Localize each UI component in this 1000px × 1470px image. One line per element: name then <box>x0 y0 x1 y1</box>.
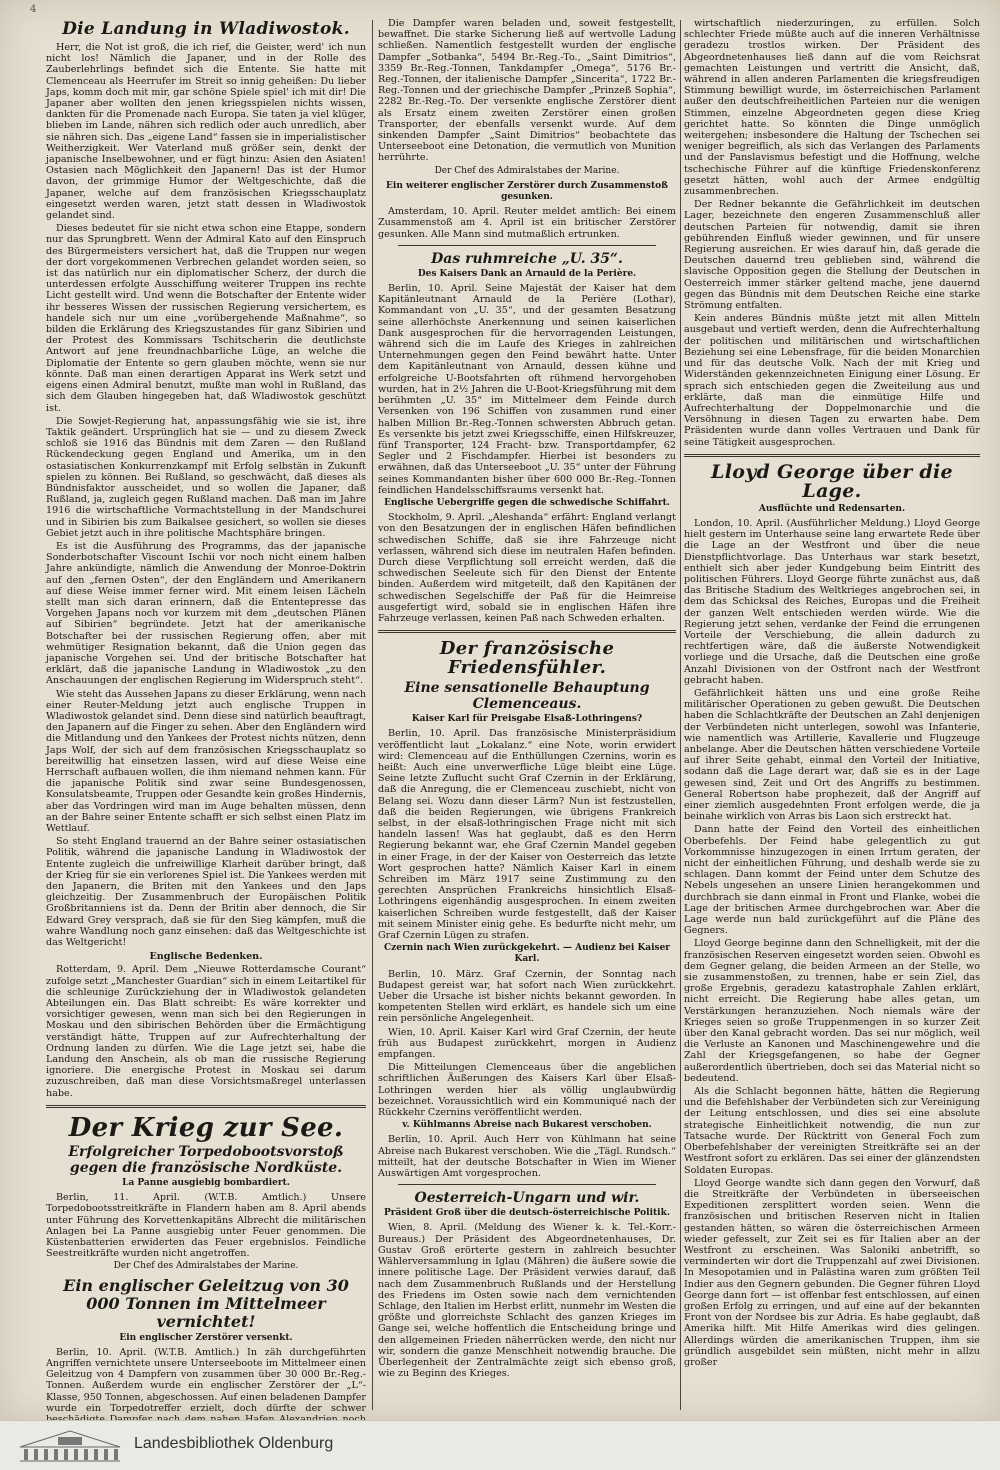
article-paragraph: Berlin, 10. April. (W.T.B. Amtlich.) In zäh durchgeführten Angriffen vernichtete unsere Unterseeboote im Mittelmeer einen Geleitzug von 4 Dampfern von zusammen über 30 000 Br.-Reg.-Tonnen. Außerdem wurde ein englischer Zerstörer der „L“-Klasse, 950 Tonnen, abgeschossen. Auf einen beladenen Dampfer wurde ein Torpedotreffer erzielt, doch dürfte der schwer <box>46 1346 366 1414</box>
article-paragraph: Berlin, 11. April. (W.T.B. Amtlich.) Unsere Torpedobootsstreitkräfte in Flandern haben am 8. April abends unter Führung des Korvettenkapitäns Albrecht die militärischen Anlagen bei La Panne ausgiebig unter Feuer genommen. Die Küstenbatterien erwiderten das Feuer ergebnislos. Feindliche Seestreitkräfte wurden nicht angetroffen. <box>46 1192 366 1260</box>
article-paragraph: Dann hatte der Feind den Vorteil des einheitlichen Oberbefehls. Der Feind habe gelegentlich zu gut Vorkommnisse hinzugezogen in einen Irrtum geraten, der nicht der einheitlichen Führung, und deshalb werde sie zu schlagen. Dann kommt der Feind unter dem Schutze des Nebels ungesehen an unsere Linien herangekommen und durchbrach sie dann einmal in Front und Flanke, wobei die Lage der britischen Armee durchgebrochen war. Aber die Lage werde nun bald zurückgeführt auf die Pläne des Gegners. <box>684 824 980 937</box>
headline-lloyd: Lloyd George über die Lage. <box>711 460 953 502</box>
headline-sensation: Eine sensationelle Behauptung Clemenceaus. <box>404 680 650 713</box>
subheading-bedenken: Englische Bedenken. <box>149 951 263 963</box>
headline-seekrieg: Der Krieg zur See. <box>68 1112 344 1143</box>
column-1 <box>46 18 366 1414</box>
article-paragraph: Die Sowjet-Regierung hat, anpassungsfähig wie sie ist, ihre Taktik geändert. Ursprünglich hat sie — und zu diesem Zweck schloß sie 1916 das Bündnis mit dem Zaren — den Rußland Rückendeckung gegen England und Amerika, um in den ostasiatischen Konkurrenzkampf mit Erfolg selbstän in Zukunft spielen zu können. Bei Rußland, so geschwächt, daß dieses als Bündnisfaktor ausscheidet, und so wollen die Japaner, daß Rußland, ja, zugleich gegen Rußland machen. Daß man im Jahre 1916 die wirtschaftliche Vormachtstellung in der Mandschurei und in Sibirien bis zum Baikalsee gesichert, so wollen sie dieses Gebiet jetzt auch in ihre politische Machtsphäre bringen. <box>46 415 366 539</box>
subheading-kaiser: Kaiser Karl für Preisgabe Elsaß-Lothringens? <box>411 714 643 725</box>
page-marker: 4 <box>30 4 37 15</box>
column-2 <box>378 18 676 1410</box>
article-paragraph: Amsterdam, 10. April. Reuter meldet amtlich: Bei einem Zusammenstoß am 4. April ist ein britischer Zerstörer gesunken. Alle Mann sind mutmaßlich ertrunken. <box>378 206 676 240</box>
article-paragraph: Es ist die Ausführung des Programms, das der japanische Sonderbotschafter Viscount Ischii vor noch nicht einem halben Jahre ankündigte, nämlich die Anwendung der Monroe-Doktrin auf den „fernen Osten“, der den Engländern und Amerikanern auf diese Weise immer ferner wird. Mit einem leisen Lächeln stellt man sich daran erinnern, daß die Ententepresse das Vorgehen Japans noch vor kurzem mit dem „deutschen Plänen auf Sibirien“ begründete. Jetzt hat der amerikanische Botschafter bei der russischen Regierung offen, aber mit wehmütiger Resignation bekannt, daß die Union gegen das japanische Vorgehen sei. Und der britische Botschafter hat erklärt, daß die japanische Landung in Wladiwostok „zu den Anschauungen der englischen Regierung im Widerspruch steht“. <box>46 540 366 687</box>
article-paragraph: Herr, die Not ist groß, die ich rief, die Geister, werd' ich nun nicht los! Nämlich die Japaner, und in der Rolle des Zauberlehrlings befindet sich die Entente. Sie hatte mit Clemenceau als Heerrufer im Streit so innig geheißen: Du lieber Japs, komm doch mit mir, gar schöne Spiele spiel' ich mit dir! Die Japaner aber wollten den jenen kriegsspielen nichts wissen, dankten für die Promenade nach Europa. Sie taten ja viel klüger, blieben im Lande, nähren sich redlich oder auch unredlich, aber sie nähren sich. Das „eigene Land“ fassen sie in imperialistischer Weitherzigkeit. Wer Vaterland muß größer sein, denkt der japanische Inselbewohner, und er fügt hinzu: Asien den Asiaten! Ostasien nach Möglichkeit den Japanern! Das ist der Humor davon, der grimmige Humor der Weltgeschichte, daß die Japaner, welche auf dem französischen Kriegsschauplatz eingesetzt werden waren, jetzt statt dessen in Wladiwostok gelandet sind. <box>46 42 366 222</box>
article-paragraph: Berlin, 10. März. Graf Czernin, der Sonntag nach Budapest gereist war, hat sofort nach Wien zurückkehrt. Ueber die Ursache ist bisher nichts bekannt geworden. In kompetenten Stellen wird erklärt, es handele sich um eine rein persönliche Angelegenheit. <box>378 968 676 1025</box>
signature: Der Chef des Admiralstabes der Marine. <box>113 1261 299 1272</box>
article-paragraph: Die Mitteilungen Clemenceaus über die angeblichen schriftlichen Äußerungen des Kaisers Karl über Elsaß-Lothringen werden hier als völlig unglaubwürdig bezeichnet. Voraussichtlich wird ein Kommuniqué nach der Rückkehr Czernins veröffentlicht werden. <box>378 1062 676 1119</box>
divider <box>398 245 656 246</box>
article-paragraph: Lloyd George beginne dann den Schnelligkeit, mit der die französischen Reserven eingesetzt worden seien. Obwohl es dem Gegner gelang, die beiden Armeen an der Stelle, wo sie zusammenstoßen, zu trennen, habe er sein Ziel, das große Ergebnis, geradezu katastrophale Zahlen erklärt, nicht erreicht. Die Regierung habe alles getan, um Verstärkungen heranzuziehen. Noch niemals wäre der Krieges seien so große Truppenmengen in so kurzer Zeit über den Kanal gebracht worden. Das sei nur möglich, weil die Verluste an Kanonen und Maschinengewehre und die Zahl der Kriegsgefangenen, so habe der Gegner außerordentlich übertrieben, doch sei das Material nicht so bedeutend. <box>684 938 980 1084</box>
subheading-kuehlmann: v. Kühlmanns Abreise nach Bukarest verschoben. <box>402 1120 652 1131</box>
article-paragraph: Wien, 10. April. Kaiser Karl wird Graf Czernin, der heute früh aus Budapest zurückkehrt, morgen in Audienz empfangen. <box>378 1026 676 1061</box>
subheading-weiterer: Ein weiterer englischer Zerstörer durch Zusammenstoß gesunken. <box>386 180 668 203</box>
headline-u35: Das ruhmreiche „U. 35“. <box>431 250 623 267</box>
viewer-footer <box>0 1420 1000 1470</box>
article-paragraph: Wien, 8. April. (Meldung des Wiener k. k. Tel.-Korr.-Bureaus.) Der Präsident des Abgeordnetenhauses, Dr. Gustav Groß erörterte gestern in zahlreich besuchter Wählerversammlung in Iglau (Mähren) die äußere sowie die innere politische Lage. Der Präsident verwies darauf, daß nach dem Zusammenbruch Rußlands und der Herstellung des Friedens im Osten sowie nach dem vernichtenden Schlage, den Italien im Herbst erlitt, nunmehr im Westen die größte und glorreichste Schlacht des ganzen Krieges im Gange sei, welche hoffentlich die Entscheidung bringe und den allgemeinen Frieden näherrücken werde, den nicht nur wir, sondern die ganze Menschheit notwendig brauche. Die Überlegenheit der Zentralmächte zeigt sich ebenso groß, wie zu Beginn des Krieges. <box>378 1222 676 1380</box>
article-paragraph: Berlin, 10. April. Das französische Ministerpräsidium veröffentlicht laut „Lokalanz.“ eine Note, worin erwidert wird: Clemenceau auf die Enthüllungen Czernins, worin es heißt: Auch eine unverwerfliche Lüge bleibt eine Lüge. Seine letzte Zuflucht sucht Graf Czernin in der Erklärung, daß die Anregung, die er Clemenceau zuschiebt, nicht von Belang sei. Wozu dann dieser Lärm? Nun ist festzustellen, daß die beiden Regierungen, wie übrigens Frankreich selbst, in der elsaß-lothringischen Frage nicht mit sich handeln lassen! Was hat geglaubt, daß es den Herrn Regierung bekannt war, ehe Graf Czernin Mandel gegeben in einer Frage, in der der Kaiser von Oesterreich das letzte Wort gesprochen hatte? Nämlich Kaiser Karl in einem Schreiben im März 1917 seine Zustimmung zu den gerechten Ansprüchen Frankreichs hinsichtlich Elsaß-Lothringens eigenhändig ausgesprochen. In einem zweiten kaiserlichen Schreiben wurde festgestellt, daß der Kaiser mit seinem Minister einig gehe. Es bedurfte nicht mehr, um Graf Czernin Lügen zu strafen. <box>378 728 676 942</box>
column-rule <box>680 20 681 1410</box>
headline-torpedo: Erfolgreicher Torpedobootsvorstoß gegen die französische Nordküste. <box>68 1143 344 1176</box>
article-paragraph: Gefährlichkeit hätten uns und eine große Reihe militärischer Operationen zu geben gewußt. Die Deutschen haben die Schlachtkräfte der Deutschen an Zahl denjenigen der Verbündeten nicht unterlegen, sowohl was Infanterie, wie namentlich was Artillerie, Kavallerie und Flugzeuge anbelange. Aber die Deutschen hätten verschiedene Vorteile auf ihrer Seite gehabt, einmal den Vorteil der Initiative, sodann daß die Lage derart war, daß sie es in der Lage gewesen sind, Zeit und Ort des Angriffs zu bestimmen. General Robertson habe prophezeit, daß der Angriff auf einer ziemlich ausgedehnten Front erfolgen werde, die ja beinahe wirklich von Arras bis Laon sich erstreckt hat. <box>684 687 980 823</box>
subheading-dank: Des Kaisers Dank an Arnauld de la Perière. <box>417 268 637 279</box>
article-paragraph: Wie steht das Aussehen Japans zu dieser Erklärung, wenn nach einer Reuter-Meldung jetzt auch englische Truppen in Wladiwostok gelandet sind. Denn diese sind natürlich beauftragt, den Japanern auf die Finger zu sehen. Aber den Engländern wird die Mitlandung und den Yankees der Protest nichts nützen, denn Japs Wolf, der sich auf dem französischen Kriegsschauplatz so bereitwillig hat einsetzen lassen, wird auf diese Weise eine Herrschaft aufbauen wollen, die ihm niemand nehmen kann. Für die japanische Politik sind zwar seine Bundesgenossen, Konsulatsbeamte, Truppen oder Gesandte kein großes Hindernis, aber das Vordringen wird man im Auge behalten müssen, denn an der Bahre seiner Entente schafft er sich selbst einen Platz im Wettlauf. <box>46 688 366 835</box>
column-rule <box>372 20 373 1410</box>
section-divider <box>684 454 980 457</box>
headline-oesterreich: Oesterreich-Ungarn und wir. <box>414 1190 640 1207</box>
article-paragraph: Berlin, 10. April. Auch Herr von Kühlmann hat seine Abreise nach Bukarest verschoben. Wie die „Tägl. Rundsch.“ mitteilt, hat der deutsche Botschafter in Wien im Wiener Auswärtigen Amt vorgesprochen. <box>378 1134 676 1180</box>
article-paragraph: Als die Schlacht begonnen hätte, hätten die Regierung und die Befehlshaber der Verbündeten sich zur Vereinigung der Leitung entschlossen, und dies sei eine absolute strategische Einheitlichkeit notwendig, die nun zur Tatsache wurde. Der Rücktritt von General Foch zum Oberbefehlshaber der vereinigten Streitkräfte sei an der Westfront sofort zu erklären. Das sei einer der glänzendsten Soldaten Europas. <box>684 1086 980 1176</box>
article-paragraph: Berlin, 10. April. Seine Majestät der Kaiser hat dem Kapitänleutnant Arnauld de la Perière (Lothar), Kommandant von „U. 35“, und der gesamten Besatzung seine allerhöchste Anerkennung und seinen kaiserlichen Dank ausgesprochen für die hervorragenden Leistungen, während sich die im Laufe des Krieges in zahlreichen Unternehmungen gegen den Feind bewährt hatte. Unter dem Kapitänleutnant von Arnauld, dessen kühne und erfolgreiche U-Bootsfahrten oft rühmend hervorgehoben wurden, hat in 2½ Jahren die U-Boot-Kriegsführung mit dem berühmten „U. 35“ im Mittelmeer dem Feinde durch Versenken von 196 Schiffen von zusammen rund einer halben Million Br.-Reg.-Tonnen schwersten Abbruch getan. Es versenkte bis jetzt zwei Kriegsschiffe, einen Hilfskreuzer, fünf Transporter, 124 Fracht- bzw. Transportdampfer, 62 Segler und 2 Fischdampfer. Hierbei ist besonders zu erwähnen, daß das Unterseeboot „U. 35“ unter der Führung seines Kommandanten bisher über 600 000 Br.-Reg.-Tonnen feindlichen Handelsschiffsraums versenkt hat. <box>378 283 676 496</box>
article-paragraph: Der Redner bekannte die Gefährlichkeit im deutschen Lager, bezeichnete den engeren Zusammenschluß aller deutschen Parteien für notwendig, damit sie ihren gebührenden Einfluß wieder gewinnen, und für unsere Regierung ausreichen. Er wies darauf hin, daß gerade die Deutschen dauernd treu geblieben sind, während die slavische Opposition gegen die Stellung der Deutschen in Oesterreich immer stärker geltend mache, jene dauernd gegen das Bündnis mit dem Deutschen Reiche eine starke Strömung entfalten. <box>684 199 980 312</box>
library-logo-icon <box>18 1427 122 1463</box>
library-name: Landesbibliothek Oldenburg <box>134 1435 334 1452</box>
article-paragraph: wirtschaftlich niederzuringen, zu erfüllen. Solch schlechter Friede müßte auch auf die inneren Verhältnisse geradezu trostlos wirken. Der Präsident des Abgeordnetenhauses ließ dann auf die vom Reichsrat gemachten Leistungen und vertritt die Ansicht, daß, während in allen anderen Parlamenten die kriegsfreudigen Stimmung bewilligt wurde, im österreichischen Parlament außer den deutschfreiheitlichen Parteien nur die wenigen Stimmen, einzelne Abgeordneten gegen diese Krieg gerichtet hatte. So könnten die Dinge unmöglich weitergehen; insbesondere die Haltung der Tschechen sei weniger begreiflich, als sich das Verlangen des Parlaments und der Panslavismus befestigt und die Hoffnung, welche tschechische Führer auf die künftige Friedenskonferenz gesetzt hätten, wohl auch der Armee endgültig zusammenbrechen. <box>684 18 980 198</box>
article-paragraph: Lloyd George wandte sich dann gegen den Vorwurf, daß die Streitkräfte der Verbündeten in überseeischen Expeditionen zersplittert worden seien. Wenn die französischen und britischen Reserven nicht in Italien gestanden hätten, so wären die österreichischen Armeen wieder gefesselt, zur Zeit sei es für Italien aber an der Westfront zu erscheinen. Was Saloniki anbetrifft, so verminderten wir dort die Truppenzahl auf zwei Divisionen. In Mesopotamien und in Palästina waren zum größten Teil Indier aus den Gegnern gebunden. Die Gegner führen Lloyd George dann fort — ist offenbar fest entschlossen, auf einen großen Erfolg zu erringen, und auf eine auf der bekannten Front von der Nordsee bis zur Adria. Es habe geglaubt, daß Amerika hilft. Mit Hilfe Amerikas wird dies gelingen. Allerdings würden die amerikanischen Truppen, ihm sie gründlich ausgebildet sein müßten, nicht mehr in allzu großer <box>684 1177 980 1368</box>
article-paragraph: Rotterdam, 9. April. Dem „Nieuwe Rotterdamsche Courant“ zufolge setzt „Manchester Guardian“ sich in einem Leitartikel für die schleunige Zurückziehung der in Wladiwostok gelandeten Abteilungen ein. Das Blatt schreibt: Es wäre korrekter und vorsichtiger gewesen, wenn man sich bei den Regierungen in Moskau und den sibirischen Behörden über die Ermächtigung verständigt hätte, Truppen auf zur Aufrechterhaltung der Ordnung landen zu dürfen. Wie die Lage jetzt sei, habe die Landung den Anschein, als ob man die russische Regierung ignoriere. Die energische Protest in Moskau sei darum zuzuschreiben, daß man diese Vorsichtsmaßregel unterlassen habe. <box>46 964 366 1099</box>
divider <box>398 1184 656 1185</box>
article-paragraph: London, 10. April. (Ausführlicher Meldung.) Lloyd George hielt gestern im Unterhause seine lang erwartete Rede über die Lage an der Westfront und über die neue Dienstpflichtvorlage. Das Unterhaus war stark besetzt, enthielt sich aber jeder Kundgebung beim Eintritt des politischen Führers. Lloyd George führte zunächst aus, daß das Britische Stadium des Weltkrieges angebrochen sei, in dem das Schicksal des Reiches, Europas und die Freiheit der ganzen Welt entschieden werden würde. Wie die Regierung jetzt sehen, verdanke der Feind die errungenen Vorteile der Verschiebung, die allein dadurch zu rechtfertigen wäre, daß die äußerste Notwendigkeit vorliege und die Ursache, daß die Deutschen eine große Anzahl Divisionen von der Ostfront nach der Westfront gebracht haben. <box>684 517 980 686</box>
article-paragraph: So steht England trauernd an der Bahre seiner ostasiatischen Politik, während die japanische Landung in Wladiwostok der Entente zugleich die unfreiwillige Klarheit darüber bringt, daß der Krieg für sie ein verlorenes Spiel ist. Die Yankees werden mit den Japanern, die Briten mit den Yankees und den Japs gleichzeitig. Der Zusammenbruch der Europäischen Politik Großbritanniens ist da. Denn der Britin aber dennoch, die Sir Edward Grey versprach, daß sie für den Sieg kämpfen, muß die wahre Wandlung noch ganz einsehen: daß das Weltgeschichte ist das Weltgericht! <box>46 836 366 949</box>
section-divider <box>378 630 676 633</box>
headline-fuehler: Der französische Friedensfühler. <box>439 638 615 679</box>
subheading-czernin: Czernin nach Wien zurückgekehrt. — Audienz bei Kaiser Karl. <box>383 943 671 965</box>
article-paragraph: Dieses bedeutet für sie nicht etwa schon eine Etappe, sondern nur das Sprungbrett. Wenn der Admiral Kato auf den Einspruch des Bürgermeisters versichert hat, daß die Truppen nur wegen der dort vorgekommenen Verbrechen gelandet worden seien, so ist das natürlich nur ein diplomatischer Scherz, der durch die unterdessen erfolgte Ausschiffung weiterer Truppen ins rechte Licht gestellt wird. Und wenn die Botschafter der Entente wider ihr besseres Wissen der russischen Regierung versichertem, es handele sich nur um eine „vorübergehende Maßnahme“, so bilden die Erklärung des Kriegszustandes für ganz Sibirien und der Protest des Kommissars Tschitscherin die deutlichste Antwort auf jene freundnachbarliche Lüge, an welche die Diplomatie der Entente so gern glauben möchte, wenn sie nur könnte. Daß man einen derartigen Apparat ins Werk setzt und eigens einen Admiral benutzt, mußte man wohl in Rußland, das sich dem Glauben hingegeben hat, daß Wladiwostok geschützt ist. <box>46 223 366 414</box>
section-divider <box>46 1105 366 1108</box>
article-paragraph: Kein anderes Bündnis müßte jetzt mit allen Mitteln ausgebaut und vertieft werden, denn die Aufrechterhaltung der politischen und militärischen und wirtschaftlichen Beziehung sei eine Lebensfrage, für die beiden Monarchien und für das deutsche Volk. Nach der mit Krieg und Widerständen gekennzeichneten Einigung einer Lösung. Er sprach sich entschieden gegen die Zweiteilung aus und erklärte, daß man die einmütige Hilfe und Aufrechterhaltung der Doppelmonarchie und die Versöhnung in diesen Tagen zu erwarten habe. Dem Präsidenten wurde dann volles Vertrauen und Dank für seine Tätigkeit ausgesprochen. <box>684 313 980 448</box>
article-paragraph: Die Dampfer waren beladen und, soweit festgestellt, bewaffnet. Die starke Sicherung ließ auf wertvolle Ladung schließen. Namentlich festgestellt wurden der englische Dampfer „Sotbanka“, 5494 Br.-Reg.-To., „Saint Dimitrios“, 3359 Br.-Reg.-Tonnen, Tankdampfer „Omega“, 5176 Br.-Reg.-Tonnen, der italienische Dampfer „Sincerita“, 1722 Br.-Reg.-Tonnen und der griechische Dampfer „Prinzeß Sophia“, 2282 Br.-Reg.-To. Der versenkte englische Zerstörer dient als Ersatz einem zweiten Zerstörer einen großen Transporter, der ebenfalls versenkt wurde. Auf dem sinkenden Dampfer „Saint Dimitrios“ beobachtete das Unterseeboot eine Detonation, die vermutlich von Munition herrührte. <box>378 18 676 164</box>
headline-geleitzug: Ein englischer Geleitzug von 30 000 Tonnen im Mittelmeer vernichtet! <box>63 1275 349 1331</box>
subheading-schwed: Englische Uebergriffe gegen die schwedische Schiffahrt. <box>384 497 670 508</box>
article-paragraph: Stockholm, 9. April. „Aleshanda“ erfährt: England verlangt von den Besatzungen der in englischen Häfen befindlichen schwedischen Schiffe, daß sie ihre Fahrzeuge nicht verlassen, während sich diese im neutralen Hafen befinden. Durch diese Verpflichtung soll erreicht werden, daß die schwedischen Seeleute sich für den Dienst der Entente binden. Außerdem wird mitgeteilt, daß den Kapitänen der schwedischen Segelschiffe der Paß für die Heimreise ausgefertigt wird, sobald sie in englischen Häfen ihre Fahrzeuge verlassen, keinen Paß nach Schweden erhalten. <box>378 512 676 624</box>
signature: Der Chef des Admiralstabes der Marine. <box>434 165 620 176</box>
subheading-panne: La Panne ausgiebig bombardiert. <box>122 1177 290 1188</box>
headline-landung: Die Landung in Wladiwostok. <box>62 19 350 39</box>
subheading-zerstoerer: Ein englischer Zerstörer versenkt. <box>119 1332 293 1343</box>
subheading-gross: Präsident Groß über die deutsch-österreichische Politik. <box>384 1208 670 1219</box>
subheading-ausfluechte: Ausflüchte und Redensarten. <box>758 503 906 514</box>
column-3 <box>684 18 980 1410</box>
